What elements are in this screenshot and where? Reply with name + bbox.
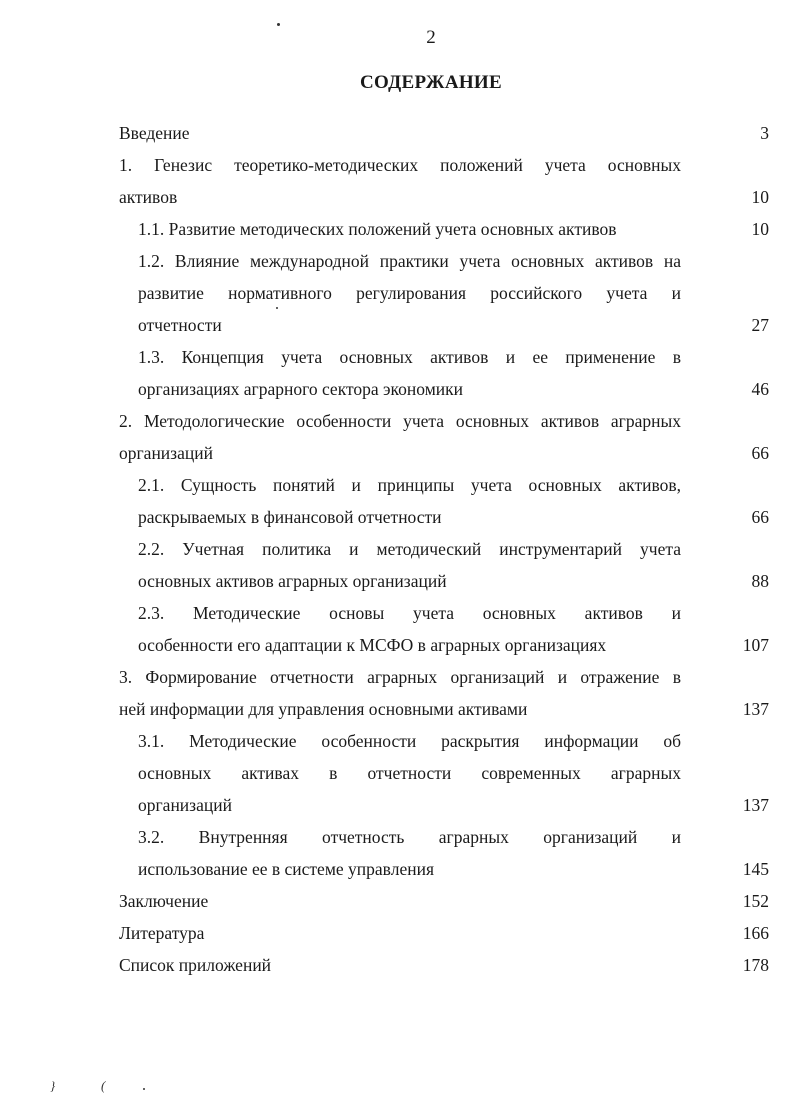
toc-entry-line: активов bbox=[119, 187, 178, 207]
toc-entry-line: основных активах в отчетности современных аграрных bbox=[138, 763, 681, 783]
toc-entry-title bbox=[119, 405, 681, 469]
toc-entry bbox=[119, 885, 769, 917]
toc-entry-page: 88 bbox=[751, 571, 769, 591]
table-of-contents bbox=[119, 117, 769, 981]
toc-entry-page: 66 bbox=[751, 443, 769, 463]
toc-entry-title bbox=[119, 885, 681, 917]
toc-entry-line: Литература bbox=[119, 923, 205, 943]
toc-entry-title bbox=[119, 917, 681, 949]
toc-entry-line: ней информации для управления основными активами bbox=[119, 699, 528, 719]
toc-entry-line: Введение bbox=[119, 123, 190, 143]
toc-entry-page: 10 bbox=[751, 187, 769, 207]
toc-entry-line: 3.1. Методические особенности раскрытия информации об bbox=[138, 731, 681, 751]
toc-entry-line: раскрываемых в финансовой отчетности bbox=[138, 507, 442, 527]
toc-entry-page: 178 bbox=[742, 955, 769, 975]
toc-entry-page: 46 bbox=[751, 379, 769, 399]
toc-entry bbox=[119, 725, 769, 821]
toc-entry bbox=[119, 661, 769, 725]
toc-entry-line: организаций bbox=[119, 443, 213, 463]
toc-entry-line: 1.2. Влияние международной практики учета основных активов на bbox=[138, 251, 681, 271]
toc-entry-line: 1.3. Концепция учета основных активов и ее применение в bbox=[138, 347, 681, 367]
toc-entry bbox=[119, 341, 769, 405]
toc-entry bbox=[119, 117, 769, 149]
toc-entry-title bbox=[119, 117, 681, 149]
toc-entry-page: 166 bbox=[742, 923, 769, 943]
toc-entry-title bbox=[138, 341, 681, 405]
toc-entry-title bbox=[138, 597, 681, 661]
toc-entry-page: 27 bbox=[751, 315, 769, 335]
toc-entry-line: Список приложений bbox=[119, 955, 272, 975]
toc-entry-title bbox=[138, 469, 681, 533]
toc-entry bbox=[119, 405, 769, 469]
toc-entry-page: 152 bbox=[742, 891, 769, 911]
toc-entry-line: 2.2. Учетная политика и методический инструментарий учета bbox=[138, 539, 681, 559]
toc-entry-line: отчетности bbox=[138, 315, 222, 335]
toc-entry-line: 2.3. Методические основы учета основных активов и bbox=[138, 603, 681, 623]
toc-entry-title bbox=[119, 149, 681, 213]
toc-entry-page: 10 bbox=[751, 219, 769, 239]
scan-speck bbox=[277, 23, 280, 26]
toc-entry-page: 145 bbox=[742, 859, 769, 879]
toc-entry-page: 107 bbox=[742, 635, 769, 655]
toc-entry-line: 3.2. Внутренняя отчетность аграрных организаций и bbox=[138, 827, 681, 847]
toc-entry bbox=[119, 949, 769, 981]
toc-entry-title bbox=[138, 533, 681, 597]
toc-entry bbox=[119, 245, 769, 341]
page-number: 2 bbox=[426, 27, 436, 48]
scan-mark: } bbox=[50, 1078, 56, 1093]
toc-entry-line: развитие нормативного регулирования российского учета и bbox=[138, 283, 681, 303]
toc-entry bbox=[119, 597, 769, 661]
toc-entry-line: особенности его адаптации к МСФО в аграрных организациях bbox=[138, 635, 607, 655]
toc-entry-line: организаций bbox=[138, 795, 232, 815]
toc-entry-page: 137 bbox=[742, 795, 769, 815]
toc-entry-page: 137 bbox=[742, 699, 769, 719]
toc-entry-line: 3. Формирование отчетности аграрных организаций и отражение в bbox=[119, 667, 681, 687]
toc-entry-title bbox=[138, 821, 681, 885]
toc-entry-line: 1. Генезис теоретико-методических положений учета основных bbox=[119, 155, 681, 175]
toc-entry-line: основных активов аграрных организаций bbox=[138, 571, 447, 591]
toc-entry-title bbox=[138, 213, 681, 245]
toc-entry bbox=[119, 149, 769, 213]
page-title: СОДЕРЖАНИЕ bbox=[360, 72, 502, 93]
toc-entry-line: использование ее в системе управления bbox=[138, 859, 434, 879]
toc-entry bbox=[119, 917, 769, 949]
toc-entry bbox=[119, 533, 769, 597]
scan-speck bbox=[143, 1088, 145, 1090]
toc-entry-line: 1.1. Развитие методических положений учета основных активов bbox=[138, 219, 617, 239]
scan-speck bbox=[276, 307, 278, 309]
toc-entry-line: 2. Методологические особенности учета основных активов аграрных bbox=[119, 411, 681, 431]
toc-entry-page: 66 bbox=[751, 507, 769, 527]
toc-entry-title bbox=[119, 949, 681, 981]
toc-entry-page: 3 bbox=[760, 123, 769, 143]
toc-entry bbox=[119, 213, 769, 245]
toc-entry-line: 2.1. Сущность понятий и принципы учета основных активов, bbox=[138, 475, 681, 495]
toc-entry bbox=[119, 821, 769, 885]
toc-entry-line: Заключение bbox=[119, 891, 209, 911]
scan-mark: ( bbox=[101, 1078, 106, 1093]
toc-entry-line: организациях аграрного сектора экономики bbox=[138, 379, 463, 399]
toc-entry-title bbox=[138, 725, 681, 821]
toc-entry-title bbox=[119, 661, 681, 725]
toc-entry bbox=[119, 469, 769, 533]
toc-entry-title bbox=[138, 245, 681, 341]
